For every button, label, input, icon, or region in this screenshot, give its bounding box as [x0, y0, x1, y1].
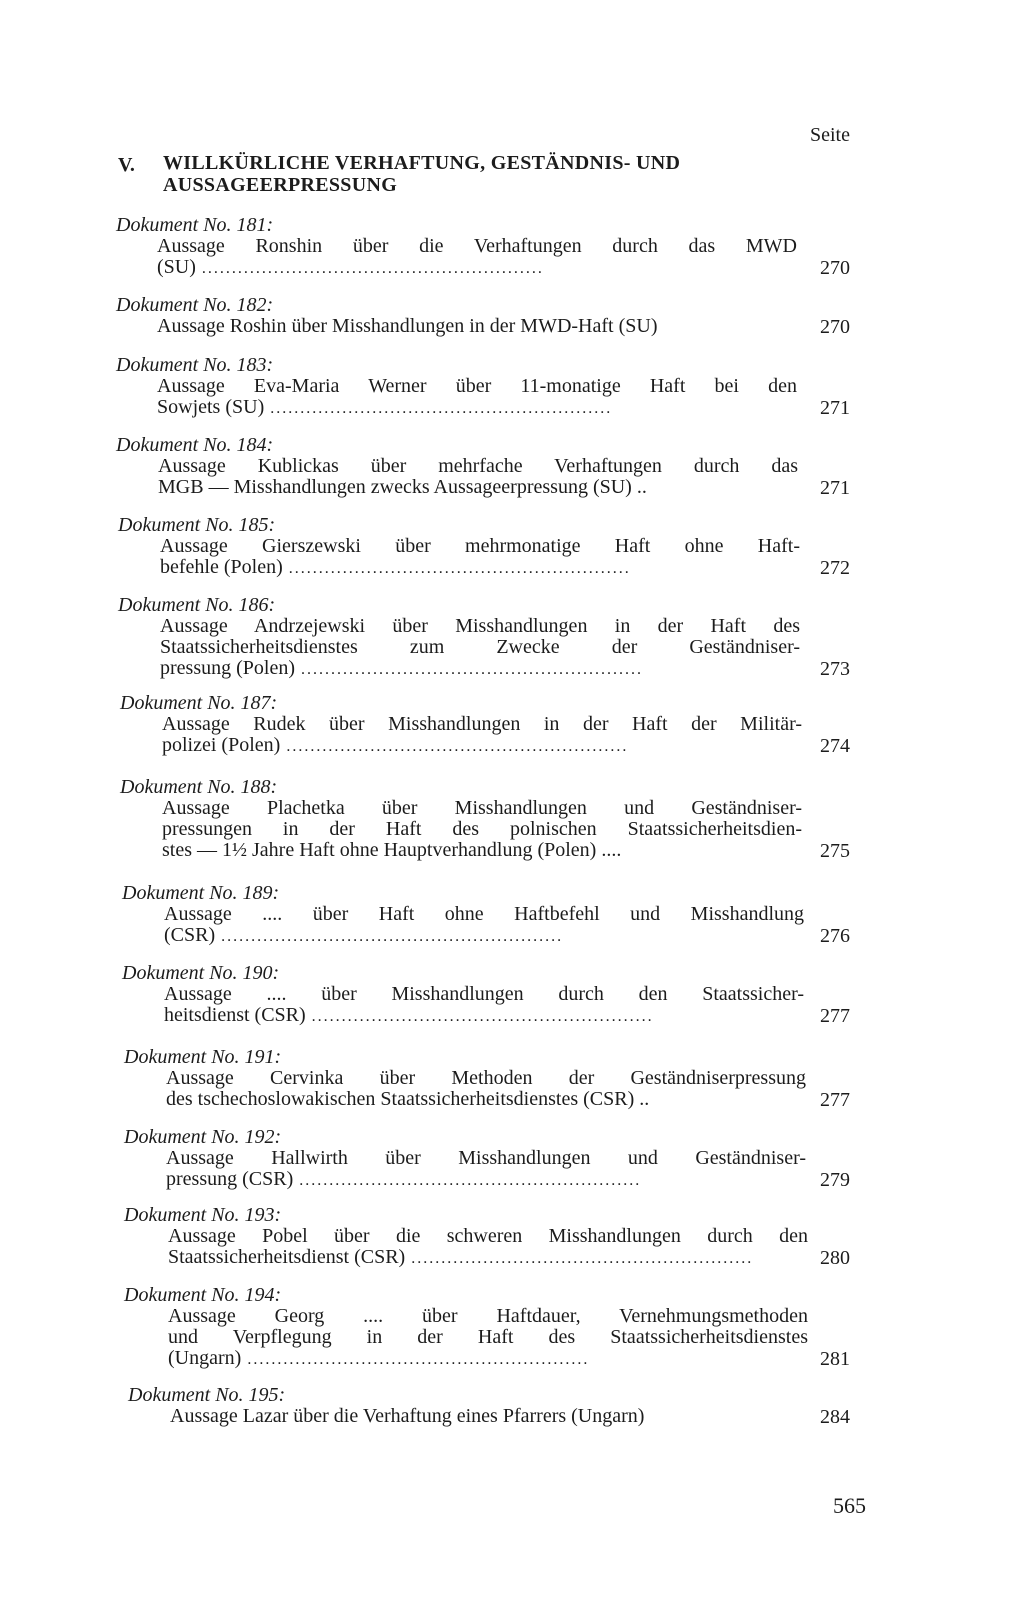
- description-line: [168, 1247, 808, 1269]
- description-line: Aussage Andrzejewski über Misshandlungen in der Haft des: [160, 616, 800, 637]
- description-line-text: Aussage Lazar über die Verhaftung eines Pfarrers (Ungarn): [170, 1406, 645, 1427]
- leader-dots: .........................................................: [288, 560, 631, 577]
- document-description: [160, 616, 800, 680]
- document-description: [157, 376, 797, 419]
- page-reference: 271: [820, 477, 850, 499]
- document-label: Dokument No. 192:: [124, 1126, 282, 1148]
- page-reference: 276: [820, 925, 850, 947]
- description-line-text: pressung (CSR): [166, 1169, 294, 1190]
- description-line-text: Sowjets (SU): [157, 397, 265, 418]
- page-reference: 270: [820, 257, 850, 279]
- document-description: [164, 904, 804, 947]
- description-line: [170, 1406, 810, 1427]
- document-description: [166, 1148, 806, 1191]
- document-description: [168, 1226, 808, 1269]
- description-line-text: befehle (Polen): [160, 557, 283, 578]
- description-line-text: stes — 1½ Jahre Haft ohne Hauptverhandlung (Polen) ....: [162, 840, 622, 861]
- page-reference: 281: [820, 1348, 850, 1370]
- leader-dots: .........................................................: [311, 1008, 654, 1025]
- description-line-text: Aussage Roshin über Misshandlungen in der MWD-Haft (SU): [157, 316, 658, 337]
- document-description: [157, 316, 797, 337]
- description-line-text: heitsdienst (CSR): [164, 1005, 306, 1026]
- description-line: [164, 925, 804, 947]
- description-line: pressungen in der Haft des polnischen Staatssicherheitsdien-: [162, 819, 802, 840]
- description-line: [160, 658, 800, 680]
- description-line-text: pressung (Polen): [160, 658, 295, 679]
- page-reference: 274: [820, 735, 850, 757]
- description-line: [164, 1005, 804, 1027]
- document-description: [158, 456, 798, 498]
- document-label: Dokument No. 195:: [128, 1384, 286, 1406]
- description-line: [158, 477, 798, 498]
- page-reference: 280: [820, 1247, 850, 1269]
- section-title: WILLKÜRLICHE VERHAFTUNG, GESTÄNDNIS- UND AUSSAGEERPRESSUNG: [163, 152, 681, 196]
- document-description: [157, 236, 797, 279]
- description-line: Aussage Hallwirth über Misshandlungen und Geständniser-: [166, 1148, 806, 1169]
- document-description: [164, 984, 804, 1027]
- document-description: [170, 1406, 810, 1427]
- page-reference: 273: [820, 658, 850, 680]
- document-label: Dokument No. 186:: [118, 594, 276, 616]
- seite-column-header: Seite: [810, 124, 850, 146]
- page-reference: 284: [820, 1406, 850, 1428]
- document-label: Dokument No. 187:: [120, 692, 278, 714]
- description-line: Aussage .... über Haft ohne Haftbefehl und Misshandlung: [164, 904, 804, 925]
- page-reference: 272: [820, 557, 850, 579]
- description-line: Aussage Eva-Maria Werner über 11-monatige Haft bei den: [157, 376, 797, 397]
- description-line: Aussage Kublickas über mehrfache Verhaftungen durch das: [158, 456, 798, 477]
- document-label: Dokument No. 191:: [124, 1046, 282, 1068]
- page-reference: 279: [820, 1169, 850, 1191]
- document-label: Dokument No. 188:: [120, 776, 278, 798]
- description-line: [157, 397, 797, 419]
- description-line-text: (CSR): [164, 925, 216, 946]
- description-line: [162, 735, 802, 757]
- document-label: Dokument No. 184:: [116, 434, 274, 456]
- description-line: [162, 840, 802, 861]
- page-reference: 270: [820, 316, 850, 338]
- description-line: Aussage .... über Misshandlungen durch den Staatssicher-: [164, 984, 804, 1005]
- description-line: Aussage Georg .... über Haftdauer, Vernehmungsmethoden: [168, 1306, 808, 1327]
- description-line-text: Staatssicherheitsdienst (CSR): [168, 1247, 406, 1268]
- description-line: Aussage Pobel über die schweren Misshandlungen durch den: [168, 1226, 808, 1247]
- leader-dots: .........................................................: [201, 260, 544, 277]
- leader-dots: .........................................................: [411, 1250, 754, 1267]
- page-reference: 277: [820, 1089, 850, 1111]
- document-description: [160, 536, 800, 579]
- description-line: Staatssicherheitsdienstes zum Zwecke der Geständniser-: [160, 637, 800, 658]
- document-label: Dokument No. 181:: [116, 214, 274, 236]
- description-line: [168, 1348, 808, 1370]
- description-line-text: polizei (Polen): [162, 735, 281, 756]
- document-label: Dokument No. 189:: [122, 882, 280, 904]
- document-label: Dokument No. 182:: [116, 294, 274, 316]
- description-line: Aussage Ronshin über die Verhaftungen durch das MWD: [157, 236, 797, 257]
- document-description: [168, 1306, 808, 1370]
- document-description: [162, 714, 802, 757]
- description-line: Aussage Rudek über Misshandlungen in der Haft der Militär-: [162, 714, 802, 735]
- description-line: Aussage Plachetka über Misshandlungen und Geständniser-: [162, 798, 802, 819]
- leader-dots: .........................................................: [286, 738, 629, 755]
- leader-dots: .........................................................: [299, 1172, 642, 1189]
- page-reference: 277: [820, 1005, 850, 1027]
- leader-dots: .........................................................: [221, 928, 564, 945]
- page-reference: 275: [820, 840, 850, 862]
- description-line-text: (Ungarn): [168, 1348, 242, 1369]
- description-line: [160, 557, 800, 579]
- description-line-text: MGB — Misshandlungen zwecks Aussageerpressung (SU) ..: [158, 477, 647, 498]
- document-label: Dokument No. 193:: [124, 1204, 282, 1226]
- description-line: [157, 257, 797, 279]
- document-description: [166, 1068, 806, 1110]
- document-label: Dokument No. 190:: [122, 962, 280, 984]
- description-line: Aussage Gierszewski über mehrmonatige Haft ohne Haft-: [160, 536, 800, 557]
- document-description: [162, 798, 802, 861]
- page-reference: 271: [820, 397, 850, 419]
- leader-dots: .........................................................: [300, 661, 643, 678]
- document-label: Dokument No. 183:: [116, 354, 274, 376]
- description-line: und Verpflegung in der Haft des Staatssicherheitsdienstes: [168, 1327, 808, 1348]
- document-label: Dokument No. 185:: [118, 514, 276, 536]
- section-number: V.: [118, 154, 135, 176]
- description-line: Aussage Cervinka über Methoden der Geständniserpressung: [166, 1068, 806, 1089]
- leader-dots: .........................................................: [247, 1351, 590, 1368]
- page-number: 565: [833, 1493, 866, 1518]
- description-line: [157, 316, 797, 337]
- description-line: [166, 1169, 806, 1191]
- leader-dots: .........................................................: [270, 400, 613, 417]
- description-line-text: (SU): [157, 257, 196, 278]
- document-label: Dokument No. 194:: [124, 1284, 282, 1306]
- description-line-text: des tschechoslowakischen Staatssicherheitsdienstes (CSR) ..: [166, 1089, 650, 1110]
- description-line: [166, 1089, 806, 1110]
